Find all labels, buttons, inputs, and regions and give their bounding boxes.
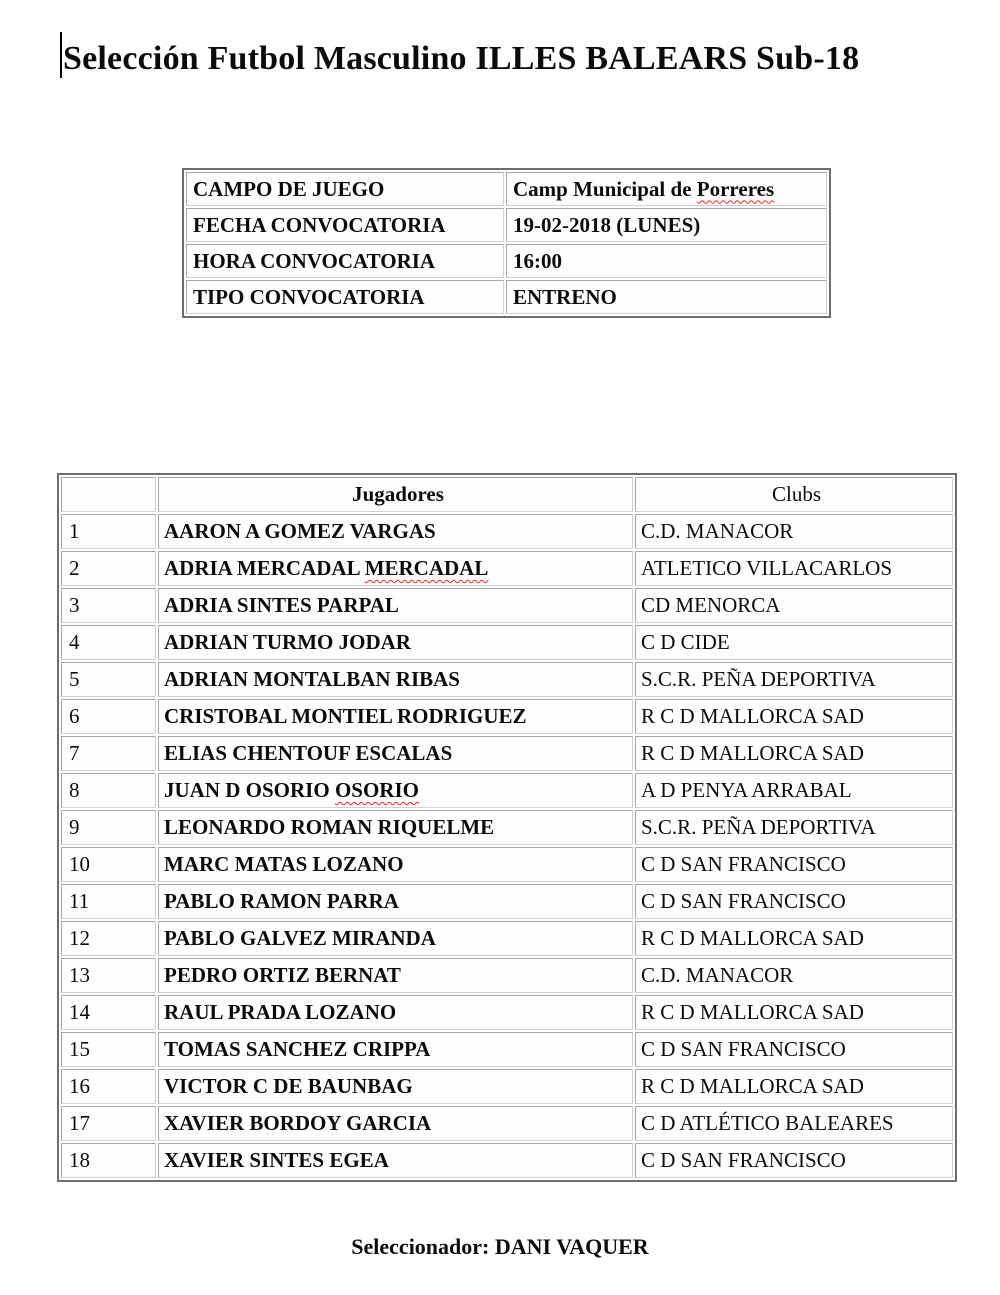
player-name-cell: AARON A GOMEZ VARGAS	[158, 514, 633, 549]
info-label: TIPO CONVOCATORIA	[186, 280, 504, 314]
roster-header-row	[61, 477, 953, 512]
player-name-cell: ADRIA MERCADAL MERCADAL	[158, 551, 633, 586]
player-club-cell: C.D. MANACOR	[635, 514, 953, 549]
player-name-cell: CRISTOBAL MONTIEL RODRIGUEZ	[158, 699, 633, 734]
info-value: 16:00	[506, 244, 827, 278]
player-name-cell: XAVIER SINTES EGEA	[158, 1143, 633, 1178]
player-number-cell: 1	[61, 514, 156, 549]
player-club-cell: C.D. MANACOR	[635, 958, 953, 993]
player-club-cell: S.C.R. PEÑA DEPORTIVA	[635, 810, 953, 845]
match-info-table	[182, 168, 831, 318]
page-title-text: Selección Futbol Masculino ILLES BALEARS Sub-18	[63, 40, 860, 77]
player-number-cell: 16	[61, 1069, 156, 1104]
player-club-cell: C D SAN FRANCISCO	[635, 1143, 953, 1178]
player-name-cell: ADRIAN TURMO JODAR	[158, 625, 633, 660]
coach-line: Seleccionador: DANI VAQUER	[351, 1234, 649, 1259]
player-number-cell: 4	[61, 625, 156, 660]
player-name-cell: TOMAS SANCHEZ CRIPPA	[158, 1032, 633, 1067]
player-number-cell: 7	[61, 736, 156, 771]
info-value: ENTRENO	[506, 280, 827, 314]
player-club-cell: C D SAN FRANCISCO	[635, 847, 953, 882]
player-name-cell: PEDRO ORTIZ BERNAT	[158, 958, 633, 993]
table-row	[61, 847, 953, 882]
player-club-cell: C D SAN FRANCISCO	[635, 884, 953, 919]
player-name-cell: XAVIER BORDOY GARCIA	[158, 1106, 633, 1141]
player-number-cell: 13	[61, 958, 156, 993]
column-header-clubs: Clubs	[635, 477, 953, 512]
info-row	[186, 244, 827, 278]
player-number-cell: 8	[61, 773, 156, 808]
player-name-cell: MARC MATAS LOZANO	[158, 847, 633, 882]
table-row	[61, 588, 953, 623]
info-row	[186, 172, 827, 206]
table-row	[61, 810, 953, 845]
info-row	[186, 280, 827, 314]
table-row	[61, 514, 953, 549]
player-name-cell: ADRIA SINTES PARPAL	[158, 588, 633, 623]
player-club-cell: A D PENYA ARRABAL	[635, 773, 953, 808]
player-number-cell: 2	[61, 551, 156, 586]
table-row	[61, 773, 953, 808]
player-number-cell: 3	[61, 588, 156, 623]
player-number-cell: 14	[61, 995, 156, 1030]
spellcheck-flagged-word: MERCADAL	[364, 556, 489, 580]
text-cursor-caret	[60, 32, 62, 78]
player-name-cell: LEONARDO ROMAN RIQUELME	[158, 810, 633, 845]
table-row	[61, 995, 953, 1030]
player-name-cell: PABLO GALVEZ MIRANDA	[158, 921, 633, 956]
player-number-cell: 11	[61, 884, 156, 919]
player-name-cell: ELIAS CHENTOUF ESCALAS	[158, 736, 633, 771]
table-row	[61, 958, 953, 993]
table-row	[61, 736, 953, 771]
player-club-cell: R C D MALLORCA SAD	[635, 736, 953, 771]
match-info-body	[186, 172, 827, 314]
table-row	[61, 884, 953, 919]
table-row	[61, 662, 953, 697]
roster-table	[57, 473, 957, 1182]
info-value: Camp Municipal de Porreres	[506, 172, 827, 206]
player-club-cell: R C D MALLORCA SAD	[635, 995, 953, 1030]
table-row	[61, 1143, 953, 1178]
spellcheck-flagged-word: Porreres	[696, 176, 775, 201]
info-label: HORA CONVOCATORIA	[186, 244, 504, 278]
table-row	[61, 699, 953, 734]
player-name-cell: ADRIAN MONTALBAN RIBAS	[158, 662, 633, 697]
player-number-cell: 18	[61, 1143, 156, 1178]
table-row	[61, 625, 953, 660]
player-club-cell: C D CIDE	[635, 625, 953, 660]
player-club-cell: ATLETICO VILLACARLOS	[635, 551, 953, 586]
player-number-cell: 15	[61, 1032, 156, 1067]
player-name-cell: RAUL PRADA LOZANO	[158, 995, 633, 1030]
player-club-cell: R C D MALLORCA SAD	[635, 921, 953, 956]
page-title	[60, 32, 859, 78]
info-value: 19-02-2018 (LUNES)	[506, 208, 827, 242]
player-club-cell: C D ATLÉTICO BALEARES	[635, 1106, 953, 1141]
table-row	[61, 1106, 953, 1141]
info-row	[186, 208, 827, 242]
player-club-cell: R C D MALLORCA SAD	[635, 699, 953, 734]
player-name-cell: PABLO RAMON PARRA	[158, 884, 633, 919]
column-header-jugadores: Jugadores	[158, 477, 633, 512]
player-name-cell: JUAN D OSORIO OSORIO	[158, 773, 633, 808]
player-club-cell: CD MENORCA	[635, 588, 953, 623]
player-number-cell: 17	[61, 1106, 156, 1141]
player-number-cell: 12	[61, 921, 156, 956]
spellcheck-flagged-word: OSORIO	[334, 778, 419, 802]
table-row	[61, 1069, 953, 1104]
player-name-cell: VICTOR C DE BAUNBAG	[158, 1069, 633, 1104]
player-club-cell: C D SAN FRANCISCO	[635, 1032, 953, 1067]
table-row	[61, 921, 953, 956]
table-row	[61, 551, 953, 586]
roster-body	[61, 514, 953, 1178]
player-club-cell: R C D MALLORCA SAD	[635, 1069, 953, 1104]
column-header-number	[61, 477, 156, 512]
player-number-cell: 9	[61, 810, 156, 845]
info-label: FECHA CONVOCATORIA	[186, 208, 504, 242]
player-club-cell: S.C.R. PEÑA DEPORTIVA	[635, 662, 953, 697]
player-number-cell: 5	[61, 662, 156, 697]
player-number-cell: 6	[61, 699, 156, 734]
table-row	[61, 1032, 953, 1067]
info-label: CAMPO DE JUEGO	[186, 172, 504, 206]
player-number-cell: 10	[61, 847, 156, 882]
